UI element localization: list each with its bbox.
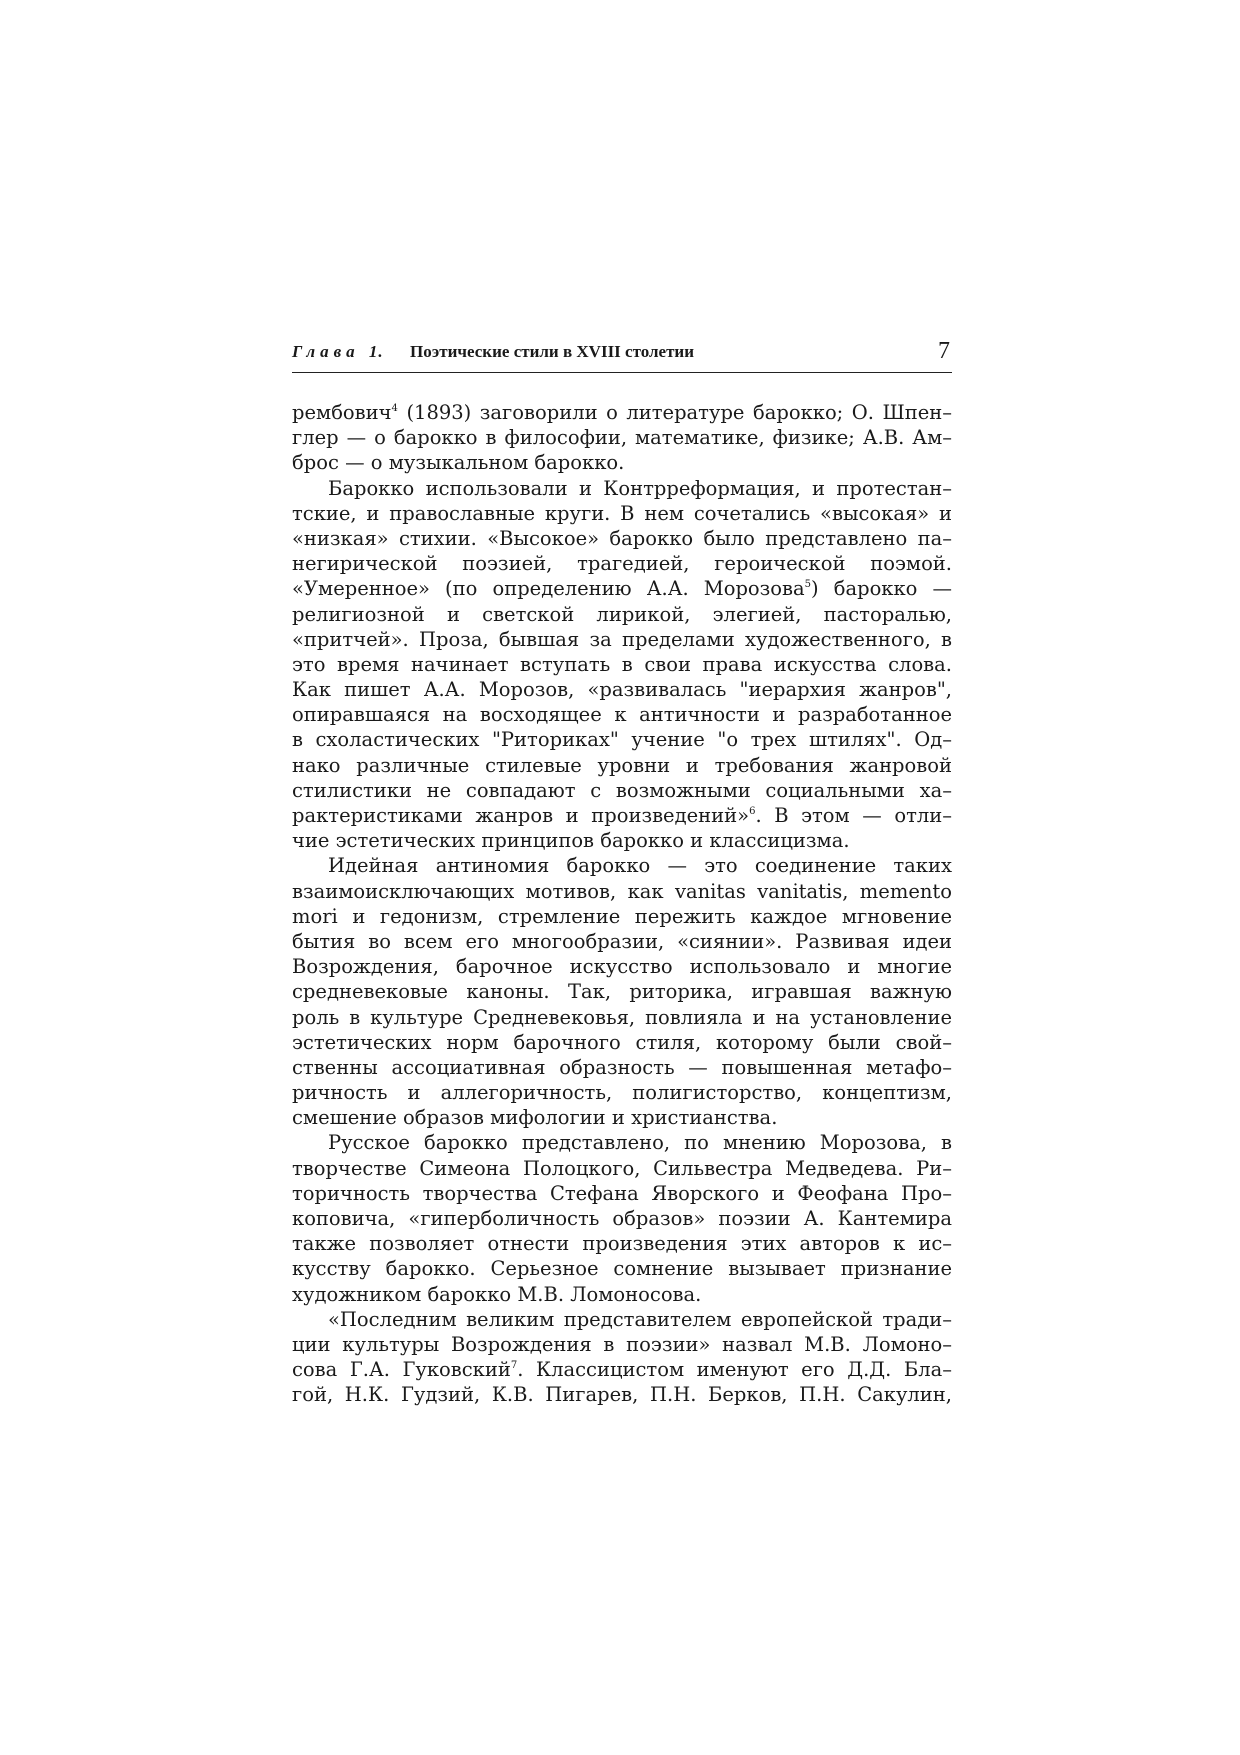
text-line: «притчей». Проза, бывшая за пределами художественного, в — [292, 627, 952, 651]
text-line: опиравшаяся на восходящее к античности и разработанное — [292, 703, 952, 727]
text-line: кусству барокко. Серьезное сомнение вызывает признание — [292, 1257, 952, 1281]
chapter-title: Поэтические стили в XVIII столетии — [410, 342, 695, 361]
body-text — [292, 400, 952, 1408]
text-line: ричность и аллегоричность, полигисторство, концептизм, — [292, 1081, 952, 1105]
text-line: это время начинает вступать в свои права искусства слова. — [292, 652, 952, 676]
text-line: рембович$^4$ (1893) заговорили о литературе барокко; О. Шпен– — [292, 401, 952, 424]
text-line: стилистики не совпадают с возможными социальными ха– — [292, 778, 952, 802]
footnote-ref: 7 — [510, 1360, 518, 1372]
footnote-ref: 4 — [391, 403, 398, 414]
text-line: бытия во всем его многообразии, «сиянии». Развивая идеи — [292, 929, 952, 953]
text-line: творчестве Симеона Полоцкого, Сильвестра Медведева. Ри– — [292, 1156, 952, 1180]
text-line: сова Г.А. Гуковский$^7$. Классицистом именуют его Д.Д. Бла– — [292, 1358, 952, 1382]
text-line: гой, Н.К. Гудзий, К.В. Пигарев, П.Н. Берков, П.Н. Сакулин, — [292, 1383, 952, 1407]
paragraph-start-line: «Последним великим представителем европейской тради– — [328, 1307, 952, 1331]
page-number: 7 — [938, 338, 950, 364]
text-line: тские, и православные круги. В нем сочетались «высокая» и — [292, 501, 952, 525]
text-line: роль в культуре Средневековья, повлияла и на установление — [292, 1005, 952, 1029]
text-line: ции культуры Возрождения в поэзии» назвал М.В. Ломоно– — [292, 1332, 952, 1356]
running-header — [292, 338, 952, 373]
text-line: глер — о барокко в философии, математике, физике; А.В. Ам– — [292, 426, 952, 450]
text-line: «Умеренное» (по определению А.А. Морозова$^5$) барокко — — [292, 577, 952, 601]
text-line: рактеристиками жанров и произведений»$^6$. В этом — отли– — [292, 804, 952, 827]
text-line: ственны ассоциативная образность — повышенная метафо– — [292, 1055, 952, 1079]
text-line: средневековые каноны. Так, риторика, игравшая важную — [292, 980, 952, 1004]
text-line: художником барокко М.В. Ломоносова. — [292, 1282, 702, 1306]
text-line: «низкая» стихии. «Высокое» барокко было представлено па– — [292, 526, 952, 550]
footnote-ref: 5 — [804, 579, 812, 591]
text-line: коповича, «гиперболичность образов» поэзии А. Кантемира — [292, 1207, 952, 1230]
text-line: взаимоисключающих мотивов, как vanitas vanitatis, memento — [292, 879, 952, 903]
text-line: mori и гедонизм, стремление пережить каждое мгновение — [292, 904, 952, 928]
text-line: в схоластических "Риториках" учение "о трех штилях". Од– — [292, 728, 952, 752]
paragraph-start-line: Идейная антиномия барокко — это соединение таких — [328, 854, 952, 878]
text-line: Как пишет А.А. Морозов, «развивалась "иерархия жанров", — [292, 678, 952, 702]
text-line: Возрождения, барочное искусство использовало и многие — [292, 955, 952, 979]
text-line: религиозной и светской лирикой, элегией, пасторалью, — [292, 602, 952, 626]
text-line: также позволяет отнести произведения этих авторов к ис– — [292, 1232, 952, 1256]
paragraph-start-line: Барокко использовали и Контрреформация, и протестан– — [328, 476, 952, 500]
chapter-label: Глава 1. — [292, 342, 384, 361]
text-line: торичность творчества Стефана Яворского и Феофана Про– — [292, 1181, 952, 1205]
footnote-ref: 6 — [749, 806, 756, 817]
text-line: нако различные стилевые уровни и требования жанровой — [292, 753, 952, 777]
text-line: эстетических норм барочного стиля, которому были свой– — [292, 1030, 952, 1054]
paragraph-start-line: Русское барокко представлено, по мнению Морозова, в — [328, 1131, 952, 1155]
text-line: негирической поэзией, трагедией, героической поэмой. — [292, 552, 952, 576]
text-line: брос — о музыкальном барокко. — [292, 451, 625, 475]
text-line: чие эстетических принципов барокко и классицизма. — [292, 829, 850, 853]
text-line: смешение образов мифологии и христианства. — [292, 1106, 778, 1130]
